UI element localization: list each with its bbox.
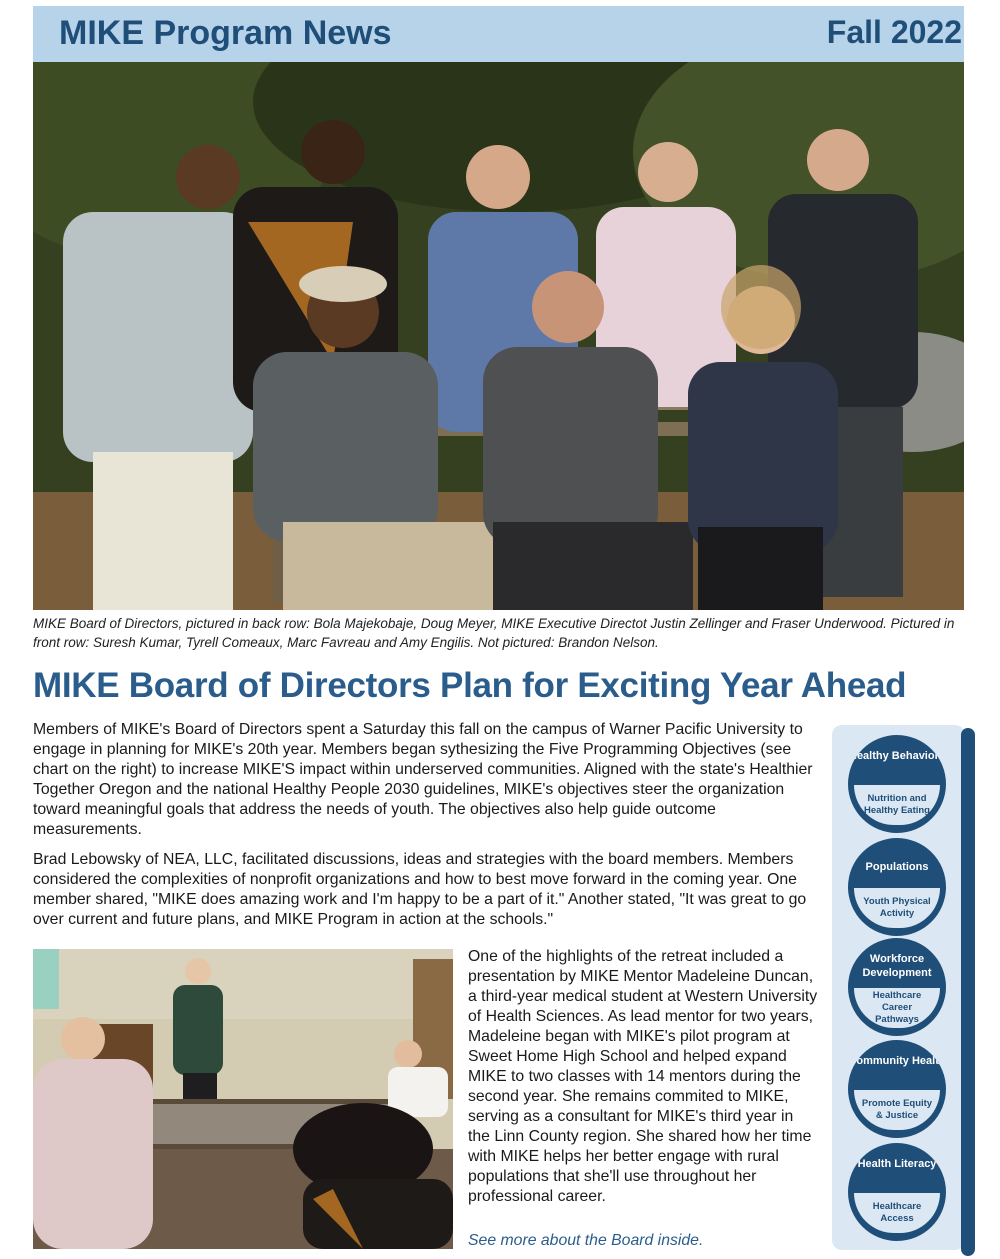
objective-title: Populations <box>865 861 929 873</box>
objective-populations <box>848 838 946 936</box>
objective-detail: Healthcare Access <box>854 1193 940 1233</box>
photo-caption: MIKE Board of Directors, pictured in back row: Bola Majekobaje, Doug Meyer, MIKE Executive Directot Justin Zellinger and Fraser Underwood. Pictured in front row: Suresh Kumar, Tyrell Comeaux, Marc Favreau and Amy Engilis. Not pictured: Brandon Nelson. <box>33 616 955 650</box>
retreat-presentation-photo <box>33 949 453 1249</box>
article-headline: MIKE Board of Directors Plan for Exciting Year Ahead <box>33 666 907 705</box>
board-group-photo-illustration <box>33 62 964 610</box>
article-paragraph-1: Members of MIKE's Board of Directors spent a Saturday this fall on the campus of Warner Pacific University to engage in planning for MIKE's 20th year. Members began sythesizing the Five Programming Objectives (see chart on the right) to increase MIKE'S impact within underserved communities. Aligned with the state's Healthier Together Oregon and the national Healthy People 2030 guidelines, MIKE's objectives steer the organization toward meaningful goals that address the needs of youth. The objectives also help guide outcome measurements. <box>33 721 813 838</box>
objective-detail: Promote Equity & Justice <box>854 1090 940 1130</box>
retreat-presentation-illustration <box>33 949 453 1249</box>
objective-community-health <box>848 1040 946 1138</box>
objective-detail: Youth Physical Activity <box>854 888 940 928</box>
newsletter-header <box>33 6 964 62</box>
newsletter-title: MIKE Program News <box>59 14 392 52</box>
objective-title: Health Literacy <box>857 1158 937 1170</box>
objective-detail: Healthcare Career Pathways <box>854 988 940 1028</box>
article-paragraph-2: Brad Lebowsky of NEA, LLC, facilitated discussions, ideas and strategies with the board members. Members considered the complexities of nonprofit organizations and how to best move forward in the coming year. One member shared, "MIKE does amazing work and I'm happy to be a part of it." Another stated, "It was great to go over current and future plans, and MIKE Program in action at the schools." <box>33 851 807 928</box>
issue-season: Fall 2022 <box>826 14 962 50</box>
objective-detail: Nutrition and Healthy Eating <box>854 785 940 825</box>
see-more-link[interactable]: See more about the Board inside. <box>468 1232 704 1249</box>
objective-title: Workforce Development <box>862 953 932 979</box>
article-paragraph-3: One of the highlights of the retreat included a presentation by MIKE Mentor Madeleine Duncan, a third-year medical student at Western University of Health Sciences. As lead mentor for two years, Madeleine began with MIKE's pilot program at Sweet Home High School and helped expand MIKE to two classes with 14 mentors during the second year. She remains commited to MIKE, serving as a consultant for MIKE's third year in the Linn County region. She shared how her time with MIKE helps her better engage with rural populations that she'll use throughout her professional career. <box>468 948 818 1205</box>
objective-healthy-behaviors <box>848 735 946 833</box>
objective-title: Healthy Behaviors <box>849 750 945 762</box>
objective-title: Community Health <box>848 1055 946 1067</box>
objective-workforce-development <box>848 938 946 1036</box>
objectives-panel-rail <box>961 728 975 1256</box>
board-group-photo <box>33 62 964 610</box>
objective-health-literacy <box>848 1143 946 1241</box>
